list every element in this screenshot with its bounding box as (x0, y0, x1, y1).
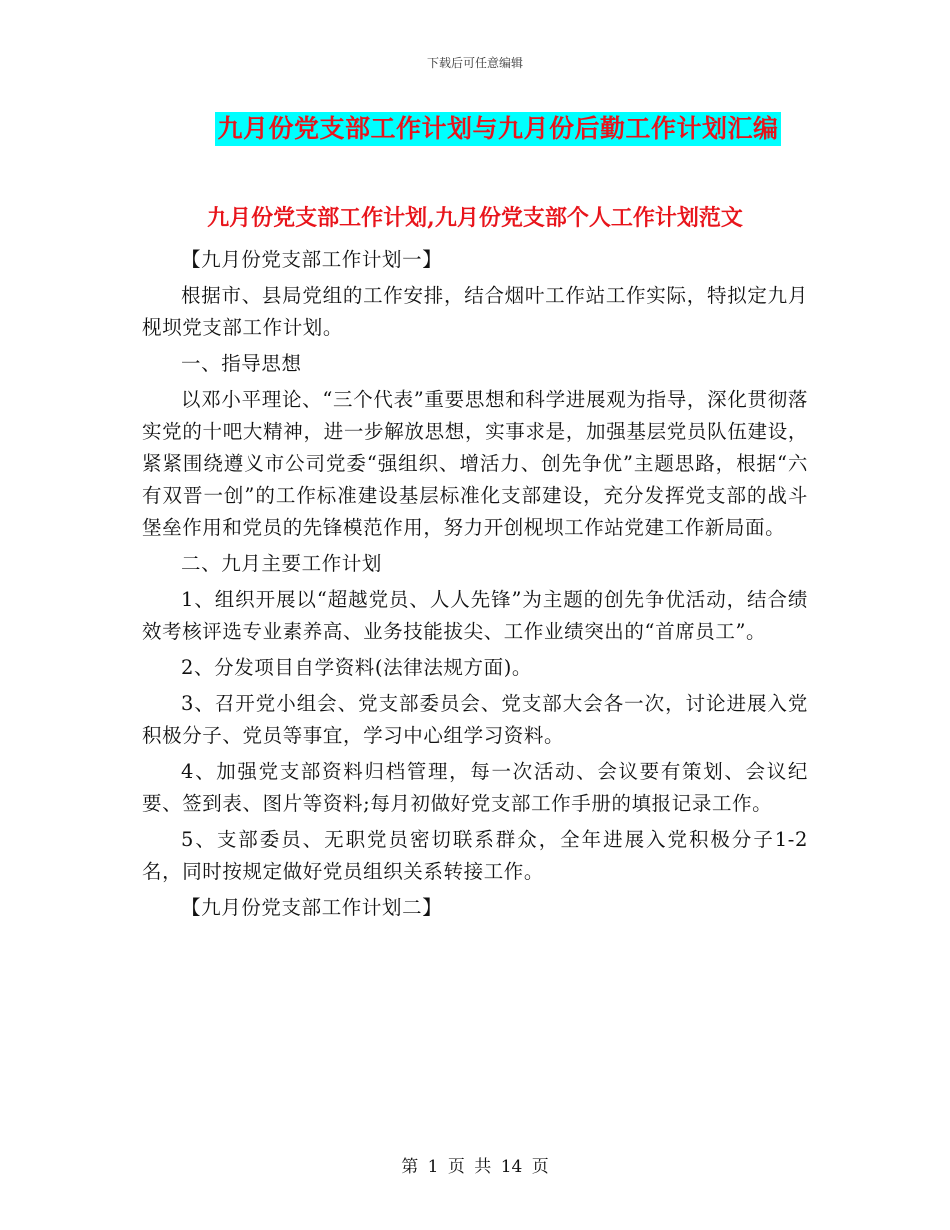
main-title-container (0, 112, 950, 146)
list-item-1: 1、组织开展以“超越党员、人人先锋”为主题的创先争优活动，结合绩效考核评选专业素养高、业务技能拔尖、工作业绩突出的“首席员工”。 (142, 588, 808, 643)
paragraph-intro: 根据市、县局党组的工作安排，结合烟叶工作站工作实际，特拟定九月枧坝党支部工作计划。 (142, 284, 808, 339)
section-heading-plan-two: 【九月份党支部工作计划二】 (181, 896, 443, 919)
list-item-5: 5、支部委员、无职党员密切联系群众，全年进展入党积极分子1-2名，同时按规定做好党员组织关系转接工作。 (142, 828, 808, 883)
paragraph-guiding-thought: 以邓小平理论、“三个代表”重要思想和科学进展观为指导，深化贯彻落实党的十吧大精神，进一步解放思想，实事求是，加强基层党员队伍建设，紧紧围绕遵义市公司党委“强组织、增活力、创先争优”主题思路，根据“六有双晋一创”的工作标准建设基层标准化支部建设，充分发挥党支部的战斗堡垒作用和党员的先锋模范作用，努力开创枧坝工作站党建工作新局面。 (142, 388, 808, 539)
main-title: 九月份党支部工作计划与九月份后勤工作计划汇编 (215, 112, 780, 146)
list-item-3: 3、召开党小组会、党支部委员会、党支部大会各一次，讨论进展入党积极分子、党员等事宜，学习中心组学习资料。 (142, 692, 808, 747)
list-item-4: 4、加强党支部资料归档管理，每一次活动、会议要有策划、会议纪要、签到表、图片等资料;每月初做好党支部工作手册的填报记录工作。 (142, 760, 808, 815)
sub-title: 九月份党支部工作计划,九月份党支部个人工作计划范文 (207, 205, 743, 231)
list-item-2: 2、分发项目自学资料(法律法规方面)。 (181, 656, 533, 679)
header-note: 下载后可任意编辑 (426, 56, 523, 70)
heading-main-plan: 二、九月主要工作计划 (181, 552, 383, 575)
body-text (142, 244, 808, 924)
heading-guiding-thought: 一、指导思想 (181, 352, 302, 375)
page-footer: 第 1 页 共 14 页 (401, 1157, 549, 1177)
section-heading-plan-one: 【九月份党支部工作计划一】 (181, 248, 443, 271)
